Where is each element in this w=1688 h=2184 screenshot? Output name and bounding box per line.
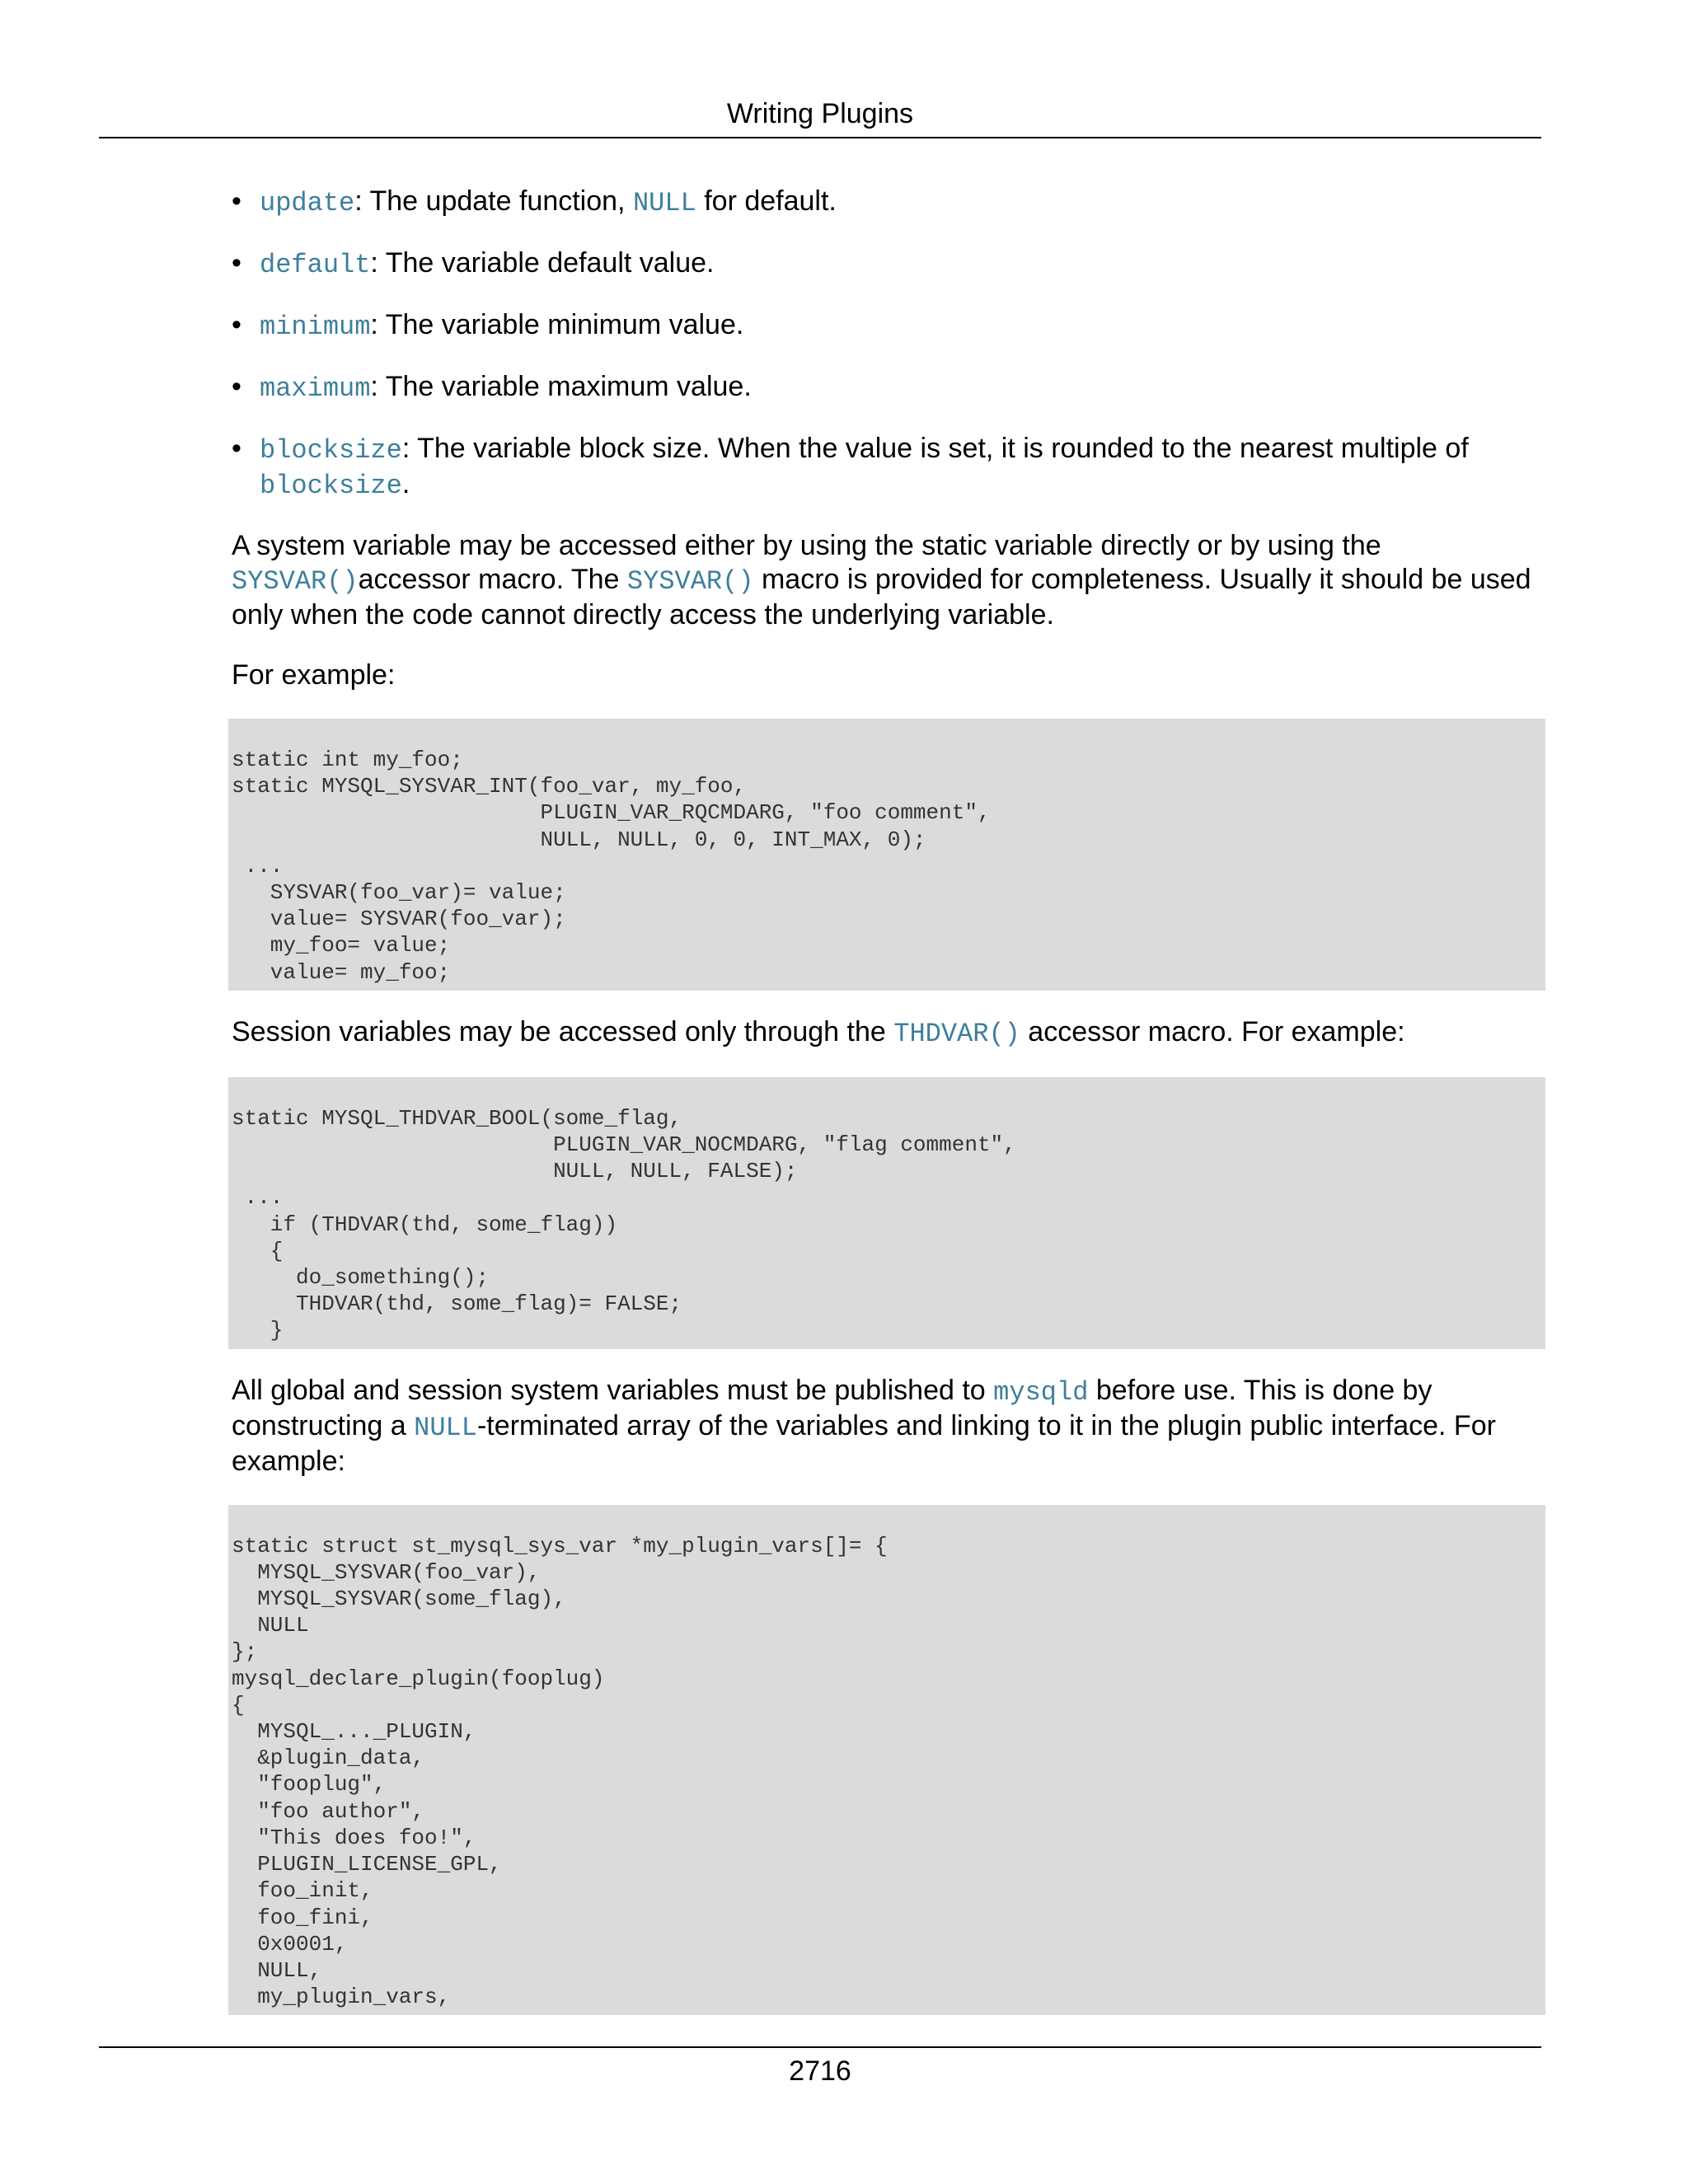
code-sysvar: SYSVAR() bbox=[232, 566, 359, 597]
code-block-plugin-vars: static struct st_mysql_sys_var *my_plugin_vars[]= { MYSQL_SYSVAR(foo_var), MYSQL_SYSVAR(some_flag), NULL }; mysql_declare_plugin(fooplug) { MYSQL_..._PLUGIN, &plugin_data, "fooplug", "foo author", "This does foo!", PLUGIN_LICENSE_GPL, foo_init, foo_fini, 0x0001, NULL, my_plugin_vars, bbox=[228, 1505, 1545, 2016]
term-update: update bbox=[260, 188, 355, 218]
paragraph-text: accessor macro. The bbox=[358, 564, 627, 595]
code-null: NULL bbox=[632, 188, 696, 218]
code-block-sysvar: static int my_foo; static MYSQL_SYSVAR_INT(foo_var, my_foo, PLUGIN_VAR_RQCMDARG, "foo comment", NULL, NULL, 0, 0, INT_MAX, 0); ... SYSVAR(foo_var)= value; value= SYSVAR(foo_var); my_foo= value; value= my_foo; bbox=[228, 719, 1545, 991]
term-blocksize: blocksize bbox=[260, 435, 402, 466]
paragraph-publish bbox=[232, 1374, 1542, 1479]
paragraph-text: All global and session system variables must be published to bbox=[232, 1374, 994, 1406]
paragraph-text: -terminated array of the variables and linking to it in the plugin public interface. For example: bbox=[232, 1409, 1496, 1477]
list-item bbox=[232, 246, 1542, 282]
list-item bbox=[232, 308, 1542, 344]
paragraph-example: For example: bbox=[232, 659, 396, 691]
paragraph-text: before use. This is done by constructing a bbox=[232, 1374, 1432, 1441]
definition-list bbox=[232, 185, 1542, 503]
bullet-icon: • bbox=[232, 433, 241, 464]
paragraph-text: Session variables may be accessed only through the bbox=[232, 1015, 894, 1047]
definition-tail: . bbox=[401, 468, 410, 499]
list-item bbox=[232, 185, 1542, 220]
list-item bbox=[232, 370, 1542, 405]
code-null: NULL bbox=[414, 1412, 477, 1443]
bullet-icon: • bbox=[232, 247, 241, 279]
page-content bbox=[232, 185, 1542, 2040]
page-header: Writing Plugins bbox=[726, 98, 914, 129]
definition-text: : The variable maximum value. bbox=[370, 371, 752, 402]
definition-text: : The variable default value. bbox=[370, 247, 715, 279]
code-thdvar: THDVAR() bbox=[893, 1018, 1020, 1049]
code-sysvar: SYSVAR() bbox=[626, 566, 754, 597]
paragraph-text: macro is provided for completeness. Usually it should be used only when the code cannot directly access the underlying variable. bbox=[232, 564, 1531, 630]
term-minimum: minimum bbox=[260, 312, 371, 342]
term-default: default bbox=[260, 250, 371, 280]
definition-text: : The variable block size. When the value is set, it is rounded to the nearest multiple of bbox=[401, 433, 1469, 464]
header-rule bbox=[99, 137, 1541, 138]
definition-text: : The variable minimum value. bbox=[370, 309, 744, 340]
bullet-icon: • bbox=[232, 185, 241, 217]
bullet-icon: • bbox=[232, 371, 241, 402]
definition-text: : The update function, bbox=[354, 185, 633, 217]
page-number: 2716 bbox=[789, 2055, 851, 2087]
paragraph-text: A system variable may be accessed either by using the static variable directly or by using the bbox=[232, 530, 1381, 561]
list-item bbox=[232, 432, 1542, 503]
bullet-icon: • bbox=[232, 309, 241, 340]
paragraph-sysvar bbox=[232, 529, 1542, 632]
code-block-thdvar: static MYSQL_THDVAR_BOOL(some_flag, PLUGIN_VAR_NOCMDARG, "flag comment", NULL, NULL, FALSE); ... if (THDVAR(thd, some_flag)) { do_something(); THDVAR(thd, some_flag)= FALSE; } bbox=[228, 1077, 1545, 1349]
term-maximum: maximum bbox=[260, 373, 371, 404]
code-mysqld: mysqld bbox=[993, 1376, 1089, 1408]
definition-text: for default. bbox=[696, 185, 837, 217]
term-blocksize-ref: blocksize bbox=[260, 471, 402, 501]
paragraph-thdvar bbox=[232, 1015, 1542, 1051]
paragraph-text: accessor macro. For example: bbox=[1020, 1015, 1405, 1047]
